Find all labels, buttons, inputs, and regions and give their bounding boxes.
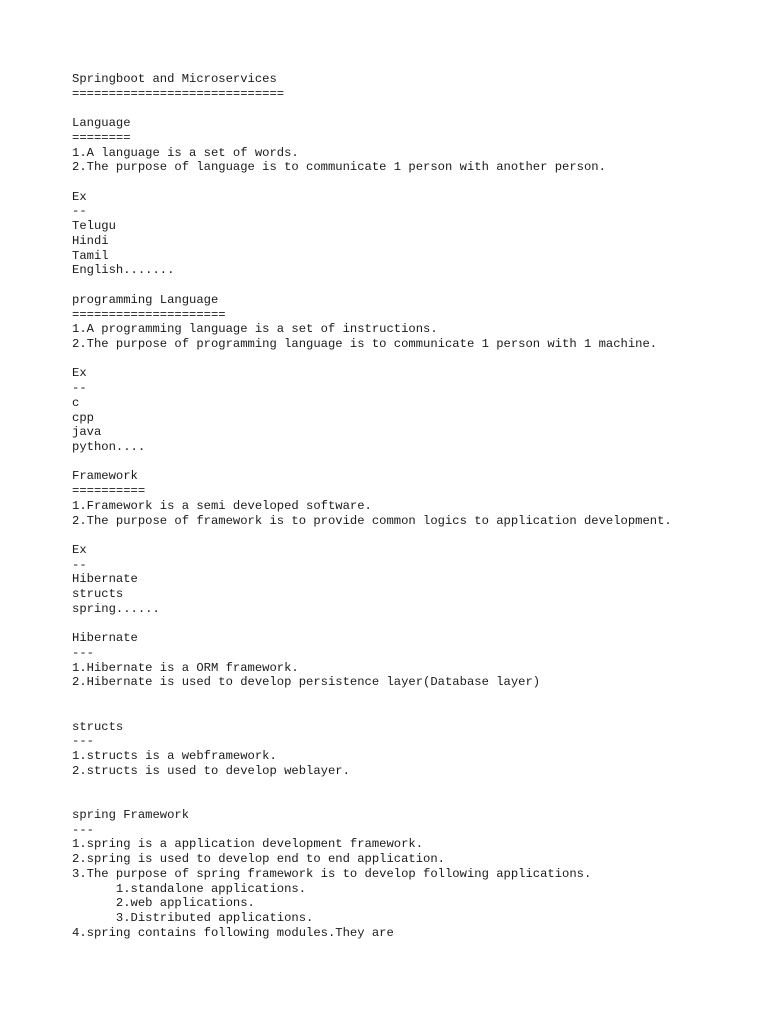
text-line: Hibernate (72, 631, 138, 646)
text-line (72, 793, 752, 808)
text-line: Tamil (72, 248, 109, 263)
text-line: Springboot and Microservices (72, 72, 277, 86)
text-line: 2.The purpose of framework is to provide common logics to application development. (72, 513, 672, 528)
text-line: -- (72, 557, 87, 572)
text-line (72, 175, 752, 190)
text-line: 1.Framework is a semi developed software. (72, 498, 372, 513)
text-line (72, 617, 752, 632)
text-line: structs (72, 587, 124, 602)
text-line: Hibernate (72, 572, 138, 587)
text-line: 2.The purpose of language is to communicate 1 person with another person. (72, 160, 606, 175)
text-line (72, 101, 752, 116)
text-line: 1.A language is a set of words. (72, 145, 299, 160)
text-line: programming Language (72, 292, 219, 307)
text-line: --- (72, 646, 94, 661)
text-line: c (72, 395, 80, 410)
text-line: --- (72, 734, 94, 749)
text-line: 2.The purpose of programming language is to communicate 1 person with 1 machine. (72, 336, 658, 351)
text-line: spring...... (72, 601, 160, 616)
text-line: 4.spring contains following modules.They are (72, 925, 394, 940)
text-line: 1.standalone applications. (72, 881, 307, 896)
text-line: 1.structs is a webframework. (72, 749, 277, 764)
text-line: 1.A programming language is a set of instructions. (72, 322, 438, 337)
text-line: java (72, 425, 102, 440)
text-line (72, 705, 752, 720)
text-line (72, 352, 752, 367)
text-line: spring Framework (72, 807, 190, 822)
text-line: Hindi (72, 233, 109, 248)
text-line: Ex (72, 366, 87, 381)
text-line: cpp (72, 410, 94, 425)
text-line: Telugu (72, 219, 116, 234)
text-line: ======== (72, 130, 131, 145)
text-line: 3.Distributed applications. (72, 910, 314, 925)
text-line: 1.spring is a application development framework. (72, 837, 424, 852)
text-line: Language (72, 116, 131, 131)
text-line (72, 690, 752, 705)
text-line: Ex (72, 189, 87, 204)
text-line (72, 528, 752, 543)
text-line: Ex (72, 543, 87, 557)
text-line (72, 779, 752, 794)
text-line (72, 455, 752, 470)
text-line: 3.The purpose of spring framework is to develop following applications. (72, 866, 592, 881)
text-line: 1.Hibernate is a ORM framework. (72, 660, 299, 675)
text-line: 2.structs is used to develop weblayer. (72, 763, 350, 778)
text-line: structs (72, 719, 124, 734)
document-text (72, 72, 752, 940)
text-line: ===================== (72, 307, 226, 322)
text-line: --- (72, 822, 94, 837)
text-line: ========== (72, 484, 146, 499)
text-line: python.... (72, 439, 146, 454)
text-line: -- (72, 381, 87, 396)
text-line: 2.spring is used to develop end to end application. (72, 852, 445, 867)
text-line: 2.Hibernate is used to develop persistence layer(Database layer) (72, 675, 541, 690)
text-line: 2.web applications. (72, 896, 255, 911)
text-line: English....... (72, 263, 175, 278)
text-line: -- (72, 204, 87, 219)
text-line (72, 278, 752, 293)
text-line: Framework (72, 469, 138, 484)
text-line: ============================= (72, 86, 285, 101)
